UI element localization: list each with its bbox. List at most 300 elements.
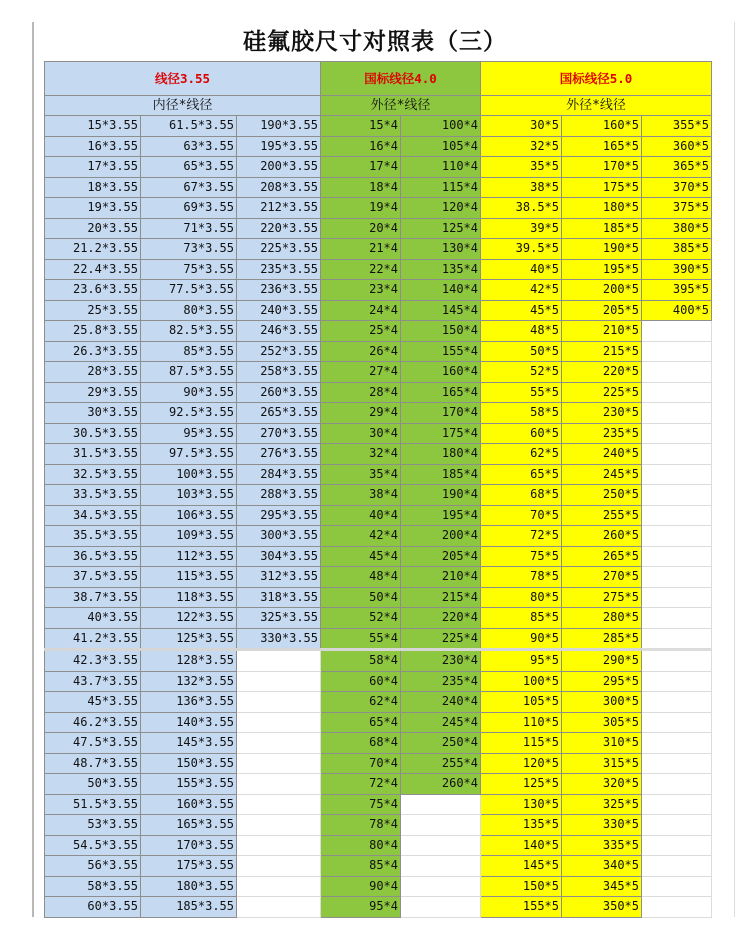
- table-cell: 82.5*3.55: [141, 321, 237, 342]
- table-cell: 100*3.55: [141, 464, 237, 485]
- table-cell: 50*5: [481, 341, 562, 362]
- table-cell: 150*4: [401, 321, 481, 342]
- table-cell: 312*3.55: [237, 567, 321, 588]
- table-cell: 95*5: [481, 650, 562, 672]
- table-cell: 77.5*3.55: [141, 280, 237, 301]
- page-border-right: [734, 22, 735, 917]
- table-cell: 220*4: [401, 608, 481, 629]
- table-cell: 165*3.55: [141, 815, 237, 836]
- table-row: [45, 733, 712, 754]
- table-cell: 28*4: [321, 382, 401, 403]
- table-cell: 45*4: [321, 546, 401, 567]
- table-cell: 265*3.55: [237, 403, 321, 424]
- table-cell: 70*4: [321, 753, 401, 774]
- table-cell: 170*4: [401, 403, 481, 424]
- table-cell: 90*4: [321, 876, 401, 897]
- table-cell: [401, 876, 481, 897]
- table-cell: 190*4: [401, 485, 481, 506]
- table-row: [45, 280, 712, 301]
- table-cell: 170*3.55: [141, 835, 237, 856]
- table-cell: 295*5: [562, 671, 642, 692]
- table-cell: 109*3.55: [141, 526, 237, 547]
- table-cell: 38*5: [481, 177, 562, 198]
- table-cell: 69*3.55: [141, 198, 237, 219]
- table-cell: 135*5: [481, 815, 562, 836]
- table-cell: 245*4: [401, 712, 481, 733]
- table-cell: 63*3.55: [141, 136, 237, 157]
- table-cell: 22.4*3.55: [45, 259, 141, 280]
- table-cell: 85*5: [481, 608, 562, 629]
- table-cell: 15*3.55: [45, 116, 141, 137]
- table-cell: [642, 321, 712, 342]
- table-cell: 200*5: [562, 280, 642, 301]
- table-cell: 180*4: [401, 444, 481, 465]
- table-cell: [642, 897, 712, 918]
- table-cell: 122*3.55: [141, 608, 237, 629]
- table-cell: [401, 794, 481, 815]
- table-cell: [237, 876, 321, 897]
- table-cell: 87.5*3.55: [141, 362, 237, 383]
- table-cell: 155*5: [481, 897, 562, 918]
- table-cell: 30*3.55: [45, 403, 141, 424]
- table-cell: 75*5: [481, 546, 562, 567]
- table-cell: 295*3.55: [237, 505, 321, 526]
- table-cell: 43.7*3.55: [45, 671, 141, 692]
- table-cell: [642, 526, 712, 547]
- table-cell: 46.2*3.55: [45, 712, 141, 733]
- table-cell: 355*5: [642, 116, 712, 137]
- table-cell: 72*5: [481, 526, 562, 547]
- table-row: [45, 856, 712, 877]
- table-cell: 325*3.55: [237, 608, 321, 629]
- table-cell: 140*5: [481, 835, 562, 856]
- table-cell: 23.6*3.55: [45, 280, 141, 301]
- group-header-5-0: 国标线径5.0: [481, 62, 712, 96]
- table-cell: 17*3.55: [45, 157, 141, 178]
- table-cell: 175*3.55: [141, 856, 237, 877]
- table-cell: 145*5: [481, 856, 562, 877]
- table-cell: 215*5: [562, 341, 642, 362]
- table-cell: 38.5*5: [481, 198, 562, 219]
- table-cell: 48*5: [481, 321, 562, 342]
- table-cell: 132*3.55: [141, 671, 237, 692]
- sub-header-outer-diameter-5: 外径*线径: [481, 96, 712, 116]
- table-cell: [642, 856, 712, 877]
- table-row: [45, 403, 712, 424]
- table-cell: [642, 753, 712, 774]
- table-cell: 33.5*3.55: [45, 485, 141, 506]
- table-cell: 28*3.55: [45, 362, 141, 383]
- table-cell: 258*3.55: [237, 362, 321, 383]
- table-cell: [642, 444, 712, 465]
- table-cell: 260*5: [562, 526, 642, 547]
- table-cell: [401, 815, 481, 836]
- table-cell: 180*5: [562, 198, 642, 219]
- table-cell: 315*5: [562, 753, 642, 774]
- table-cell: 255*4: [401, 753, 481, 774]
- table-cell: 185*3.55: [141, 897, 237, 918]
- table-cell: 26.3*3.55: [45, 341, 141, 362]
- table-cell: 19*4: [321, 198, 401, 219]
- table-cell: 25*4: [321, 321, 401, 342]
- table-row: [45, 464, 712, 485]
- table-cell: 365*5: [642, 157, 712, 178]
- table-cell: 120*4: [401, 198, 481, 219]
- table-cell: 60*5: [481, 423, 562, 444]
- table-cell: 55*5: [481, 382, 562, 403]
- sub-header-inner-diameter: 内径*线径: [45, 96, 321, 116]
- table-cell: 215*4: [401, 587, 481, 608]
- table-cell: 18*4: [321, 177, 401, 198]
- table-cell: 48.7*3.55: [45, 753, 141, 774]
- table-cell: 45*3.55: [45, 692, 141, 713]
- table-cell: 125*4: [401, 218, 481, 239]
- table-cell: 125*3.55: [141, 628, 237, 650]
- table-cell: [237, 856, 321, 877]
- table-cell: 200*4: [401, 526, 481, 547]
- table-cell: 205*5: [562, 300, 642, 321]
- table-cell: 95*4: [321, 897, 401, 918]
- table-cell: [401, 897, 481, 918]
- table-cell: 240*5: [562, 444, 642, 465]
- table-cell: 375*5: [642, 198, 712, 219]
- table-cell: [642, 382, 712, 403]
- table-cell: 30*5: [481, 116, 562, 137]
- table-cell: 21.2*3.55: [45, 239, 141, 260]
- table-cell: 360*5: [642, 136, 712, 157]
- table-cell: 103*3.55: [141, 485, 237, 506]
- table-cell: 340*5: [562, 856, 642, 877]
- group-header-row: [45, 62, 712, 96]
- table-cell: 230*5: [562, 403, 642, 424]
- table-row: [45, 218, 712, 239]
- table-cell: 42*5: [481, 280, 562, 301]
- table-cell: 175*5: [562, 177, 642, 198]
- table-cell: 135*4: [401, 259, 481, 280]
- table-cell: 29*4: [321, 403, 401, 424]
- table-cell: 160*3.55: [141, 794, 237, 815]
- table-cell: 62*5: [481, 444, 562, 465]
- table-row: [45, 526, 712, 547]
- table-cell: 115*5: [481, 733, 562, 754]
- table-cell: 73*3.55: [141, 239, 237, 260]
- table-cell: 150*3.55: [141, 753, 237, 774]
- table-cell: [642, 671, 712, 692]
- table-cell: 26*4: [321, 341, 401, 362]
- table-cell: 39*5: [481, 218, 562, 239]
- table-cell: 304*3.55: [237, 546, 321, 567]
- table-cell: 71*3.55: [141, 218, 237, 239]
- table-cell: 395*5: [642, 280, 712, 301]
- table-row: [45, 815, 712, 836]
- table-cell: 120*5: [481, 753, 562, 774]
- page-border-left: [32, 22, 34, 917]
- table-cell: 390*5: [642, 259, 712, 280]
- table-cell: [237, 794, 321, 815]
- table-cell: 65*5: [481, 464, 562, 485]
- table-cell: 195*4: [401, 505, 481, 526]
- table-row: [45, 382, 712, 403]
- table-cell: 60*4: [321, 671, 401, 692]
- table-row: [45, 794, 712, 815]
- table-cell: 90*5: [481, 628, 562, 650]
- table-cell: [642, 876, 712, 897]
- table-cell: 72*4: [321, 774, 401, 795]
- table-cell: 97.5*3.55: [141, 444, 237, 465]
- table-cell: 106*3.55: [141, 505, 237, 526]
- table-cell: 320*5: [562, 774, 642, 795]
- table-cell: [642, 712, 712, 733]
- sub-header-row: [45, 96, 712, 116]
- table-cell: 230*4: [401, 650, 481, 672]
- table-cell: 95*3.55: [141, 423, 237, 444]
- table-cell: 32.5*3.55: [45, 464, 141, 485]
- table-cell: [237, 774, 321, 795]
- table-cell: 170*5: [562, 157, 642, 178]
- table-cell: 370*5: [642, 177, 712, 198]
- table-cell: 325*5: [562, 794, 642, 815]
- table-cell: 276*3.55: [237, 444, 321, 465]
- size-comparison-table: [44, 61, 712, 918]
- table-cell: 200*3.55: [237, 157, 321, 178]
- table-row: [45, 505, 712, 526]
- table-row: [45, 321, 712, 342]
- table-cell: 35.5*3.55: [45, 526, 141, 547]
- table-row: [45, 136, 712, 157]
- table-cell: 125*5: [481, 774, 562, 795]
- table-cell: 112*3.55: [141, 546, 237, 567]
- table-row: [45, 712, 712, 733]
- table-cell: 115*3.55: [141, 567, 237, 588]
- table-cell: 380*5: [642, 218, 712, 239]
- table-cell: 284*3.55: [237, 464, 321, 485]
- table-cell: 208*3.55: [237, 177, 321, 198]
- table-cell: 52*5: [481, 362, 562, 383]
- table-cell: [642, 815, 712, 836]
- table-cell: [237, 897, 321, 918]
- table-cell: 136*3.55: [141, 692, 237, 713]
- table-cell: 23*4: [321, 280, 401, 301]
- table-row: [45, 546, 712, 567]
- table-cell: 40*4: [321, 505, 401, 526]
- table-cell: 190*3.55: [237, 116, 321, 137]
- table-row: [45, 671, 712, 692]
- table-row: [45, 567, 712, 588]
- table-cell: 41.2*3.55: [45, 628, 141, 650]
- table-cell: 115*4: [401, 177, 481, 198]
- table-cell: 300*3.55: [237, 526, 321, 547]
- table-cell: [642, 774, 712, 795]
- table-cell: 60*3.55: [45, 897, 141, 918]
- table-cell: 240*4: [401, 692, 481, 713]
- table-cell: 78*5: [481, 567, 562, 588]
- table-cell: 54.5*3.55: [45, 835, 141, 856]
- table-cell: 32*5: [481, 136, 562, 157]
- table-cell: [642, 341, 712, 362]
- sub-header-outer-diameter: 外径*线径: [321, 96, 481, 116]
- table-cell: 265*5: [562, 546, 642, 567]
- table-cell: 32*4: [321, 444, 401, 465]
- table-cell: 80*5: [481, 587, 562, 608]
- table-cell: 56*3.55: [45, 856, 141, 877]
- table-cell: 45*5: [481, 300, 562, 321]
- table-cell: 110*5: [481, 712, 562, 733]
- table-cell: 195*5: [562, 259, 642, 280]
- table-row: [45, 177, 712, 198]
- table-cell: 31.5*3.55: [45, 444, 141, 465]
- table-cell: 335*5: [562, 835, 642, 856]
- table-cell: 21*4: [321, 239, 401, 260]
- table-cell: 58*5: [481, 403, 562, 424]
- page-title: 硅氟胶尺寸对照表（三）: [243, 28, 507, 55]
- table-cell: [642, 403, 712, 424]
- table-row: [45, 587, 712, 608]
- table-cell: 350*5: [562, 897, 642, 918]
- table-cell: 65*4: [321, 712, 401, 733]
- table-cell: 70*5: [481, 505, 562, 526]
- table-cell: [642, 485, 712, 506]
- table-row: [45, 444, 712, 465]
- table-cell: 16*3.55: [45, 136, 141, 157]
- table-cell: 80*3.55: [141, 300, 237, 321]
- table-cell: 58*4: [321, 650, 401, 672]
- table-cell: 245*5: [562, 464, 642, 485]
- table-cell: [237, 733, 321, 754]
- table-cell: 118*3.55: [141, 587, 237, 608]
- group-header-4-0: 国标线径4.0: [321, 62, 481, 96]
- group-header-3-55: 线径3.55: [45, 62, 321, 96]
- table-cell: 40*3.55: [45, 608, 141, 629]
- table-cell: [642, 567, 712, 588]
- table-cell: 270*3.55: [237, 423, 321, 444]
- table-row: [45, 692, 712, 713]
- table-cell: 275*5: [562, 587, 642, 608]
- table-cell: 110*4: [401, 157, 481, 178]
- table-cell: 36.5*3.55: [45, 546, 141, 567]
- table-row: [45, 650, 712, 672]
- table-cell: 24*4: [321, 300, 401, 321]
- table-cell: 252*3.55: [237, 341, 321, 362]
- table-row: [45, 157, 712, 178]
- table-cell: 160*4: [401, 362, 481, 383]
- table-row: [45, 485, 712, 506]
- table-cell: 30*4: [321, 423, 401, 444]
- table-cell: 236*3.55: [237, 280, 321, 301]
- table-row: [45, 198, 712, 219]
- table-cell: 48*4: [321, 567, 401, 588]
- table-cell: 15*4: [321, 116, 401, 137]
- table-cell: 140*3.55: [141, 712, 237, 733]
- table-cell: 35*5: [481, 157, 562, 178]
- table-cell: 52*4: [321, 608, 401, 629]
- table-cell: 250*4: [401, 733, 481, 754]
- table-cell: 145*3.55: [141, 733, 237, 754]
- table-cell: 100*5: [481, 671, 562, 692]
- table-cell: 18*3.55: [45, 177, 141, 198]
- table-cell: 165*4: [401, 382, 481, 403]
- table-cell: 35*4: [321, 464, 401, 485]
- table-cell: 225*3.55: [237, 239, 321, 260]
- table-cell: 225*5: [562, 382, 642, 403]
- table-cell: 246*3.55: [237, 321, 321, 342]
- table-cell: 30.5*3.55: [45, 423, 141, 444]
- table-cell: 65*3.55: [141, 157, 237, 178]
- table-cell: 38.7*3.55: [45, 587, 141, 608]
- table-cell: [237, 753, 321, 774]
- table-cell: [401, 835, 481, 856]
- table-cell: 210*4: [401, 567, 481, 588]
- table-cell: 270*5: [562, 567, 642, 588]
- table-cell: [642, 464, 712, 485]
- table-cell: 330*5: [562, 815, 642, 836]
- table-row: [45, 423, 712, 444]
- table-cell: 185*4: [401, 464, 481, 485]
- table-cell: 16*4: [321, 136, 401, 157]
- table-row: [45, 774, 712, 795]
- table-cell: 235*3.55: [237, 259, 321, 280]
- table-cell: 68*5: [481, 485, 562, 506]
- table-cell: 19*3.55: [45, 198, 141, 219]
- table-cell: 145*4: [401, 300, 481, 321]
- table-cell: 300*5: [562, 692, 642, 713]
- table-cell: [642, 733, 712, 754]
- table-cell: 55*4: [321, 628, 401, 650]
- table-cell: 37.5*3.55: [45, 567, 141, 588]
- table-cell: 85*4: [321, 856, 401, 877]
- table-cell: 318*3.55: [237, 587, 321, 608]
- table-cell: 39.5*5: [481, 239, 562, 260]
- table-cell: 128*3.55: [141, 650, 237, 672]
- table-cell: 42.3*3.55: [45, 650, 141, 672]
- table-cell: 105*4: [401, 136, 481, 157]
- table-cell: 345*5: [562, 876, 642, 897]
- table-row: [45, 876, 712, 897]
- table-cell: 280*5: [562, 608, 642, 629]
- table-cell: 155*3.55: [141, 774, 237, 795]
- table-cell: 155*4: [401, 341, 481, 362]
- table-cell: 220*3.55: [237, 218, 321, 239]
- table-row: [45, 259, 712, 280]
- table-cell: 17*4: [321, 157, 401, 178]
- table-cell: 25.8*3.55: [45, 321, 141, 342]
- table-row: [45, 300, 712, 321]
- table-cell: 105*5: [481, 692, 562, 713]
- table-cell: 180*3.55: [141, 876, 237, 897]
- table-cell: 68*4: [321, 733, 401, 754]
- table-cell: 47.5*3.55: [45, 733, 141, 754]
- table-cell: 305*5: [562, 712, 642, 733]
- table-cell: 250*5: [562, 485, 642, 506]
- table-cell: [237, 692, 321, 713]
- table-cell: 62*4: [321, 692, 401, 713]
- table-cell: [642, 423, 712, 444]
- table-row: [45, 239, 712, 260]
- table-cell: [642, 628, 712, 650]
- table-cell: 165*5: [562, 136, 642, 157]
- table-cell: 220*5: [562, 362, 642, 383]
- table-cell: [642, 692, 712, 713]
- table-cell: 210*5: [562, 321, 642, 342]
- table-cell: 385*5: [642, 239, 712, 260]
- table-cell: [642, 835, 712, 856]
- table-cell: 50*4: [321, 587, 401, 608]
- table-cell: 61.5*3.55: [141, 116, 237, 137]
- table-cell: 27*4: [321, 362, 401, 383]
- table-cell: 58*3.55: [45, 876, 141, 897]
- table-cell: 42*4: [321, 526, 401, 547]
- table-cell: [237, 712, 321, 733]
- table-cell: 235*5: [562, 423, 642, 444]
